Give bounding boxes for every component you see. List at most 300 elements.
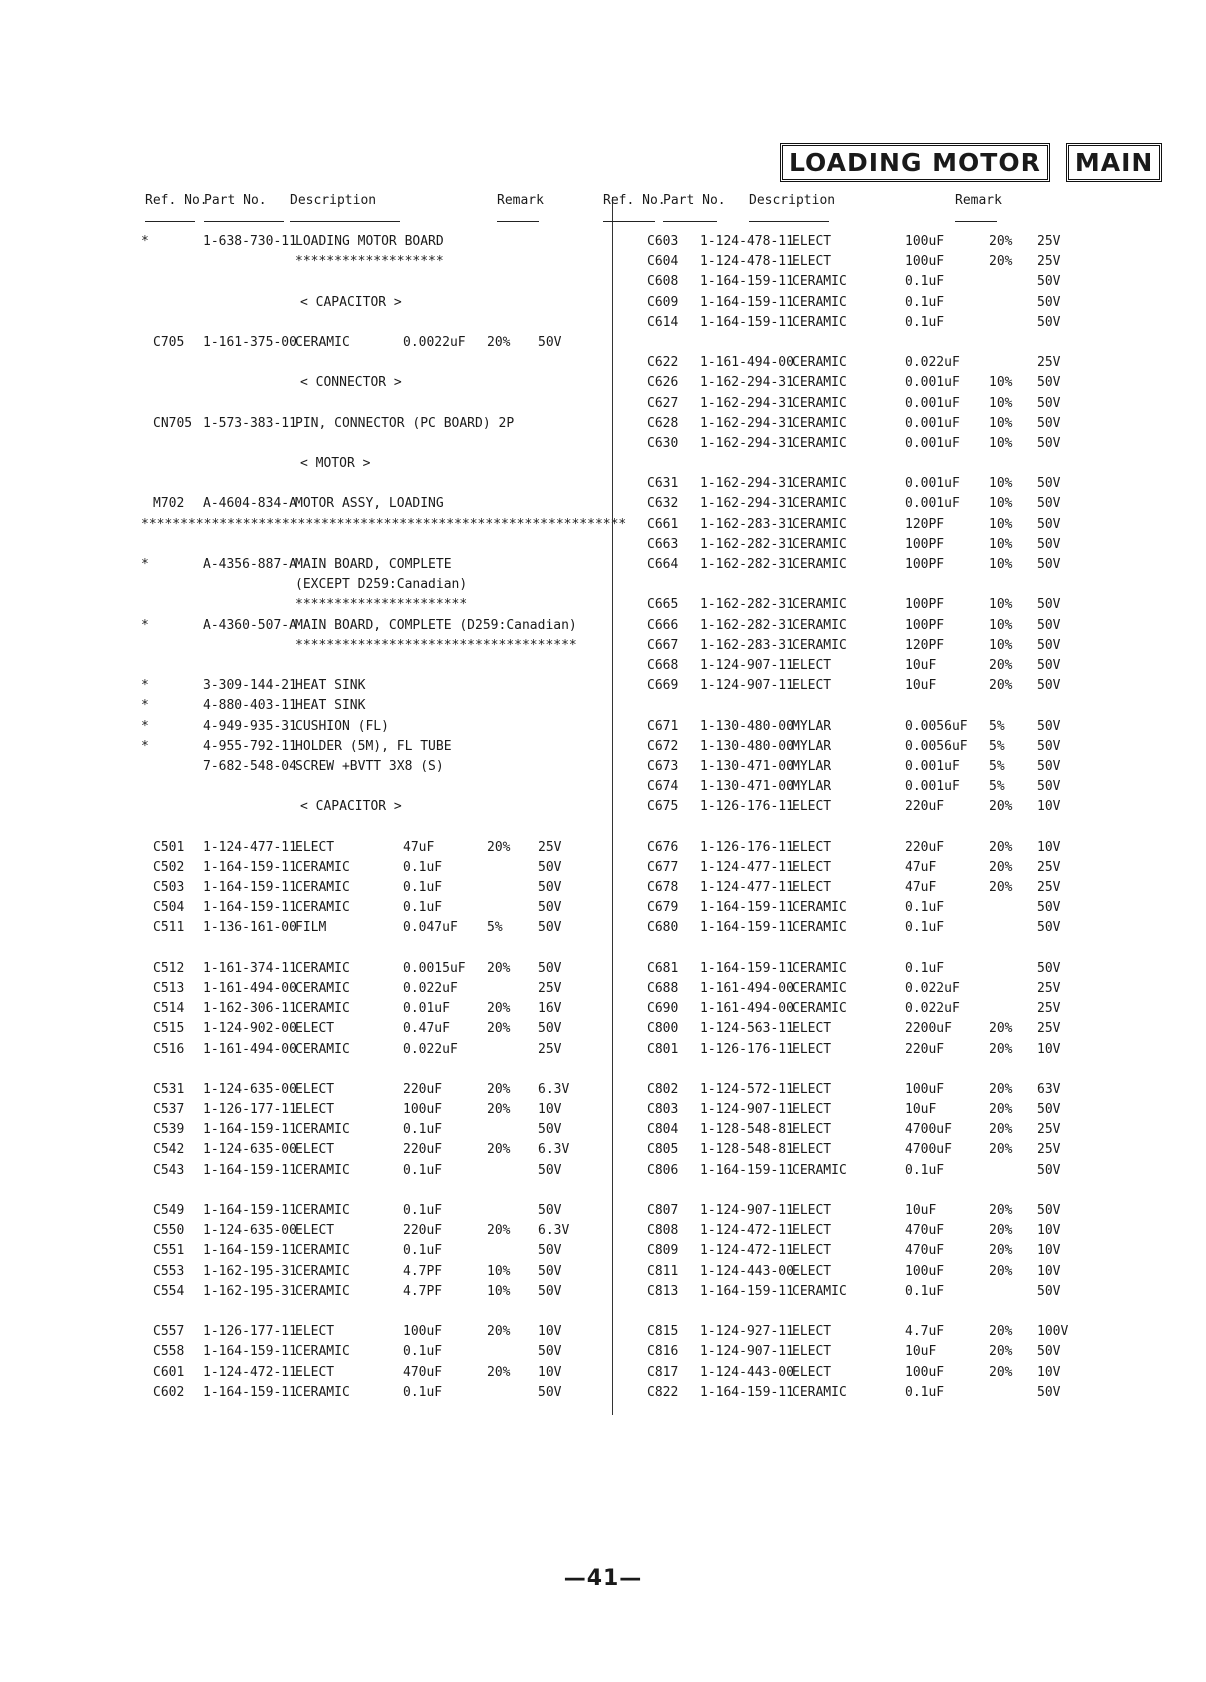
header-underline [749,221,829,222]
tolerance: 20% [487,1021,511,1037]
table-row [145,595,585,615]
ref-no: C512 [153,960,185,976]
value: 100PF [905,617,945,633]
description: HOLDER (5M), FL TUBE [295,738,452,754]
value: 0.1uF [403,859,443,875]
ref-no: C608 [647,274,679,290]
tolerance: 10% [989,617,1013,633]
part-no: 1-126-177-11 [203,1102,297,1118]
voltage: 10V [1037,1243,1061,1259]
description: ELECT [295,1364,335,1380]
table-row [145,414,585,434]
voltage: 50V [538,1344,562,1360]
tolerance: 20% [487,1142,511,1158]
spacer-row [637,1302,1077,1322]
parts-list-right-column [603,193,1077,1403]
description: CERAMIC [792,557,847,572]
voltage: 50V [1037,375,1061,391]
table-row [637,656,1077,676]
description: CERAMIC [295,900,350,916]
value: 0.01uF [403,1001,450,1017]
parts-rows [141,232,627,1403]
part-no: 1-124-635-00 [203,1142,297,1158]
description: CERAMIC [295,1122,350,1138]
section-heading-row [145,373,585,393]
voltage: 50V [1037,1162,1061,1178]
tolerance: 20% [989,1081,1013,1097]
description: CERAMIC [792,516,847,532]
part-no: 1-124-563-11 [700,1021,794,1037]
new-part-mark: * [141,617,149,633]
ref-no: C672 [647,738,679,754]
description: ELECT [792,1324,832,1340]
value: 0.022uF [905,1001,960,1017]
description: ELECT [295,1102,335,1118]
description: CERAMIC [792,314,847,330]
spacer-row [145,1181,585,1201]
ref-no: C554 [153,1283,185,1299]
ref-no: C614 [647,314,679,330]
part-no: 1-161-375-00 [203,334,297,350]
section-heading: < CONNECTOR > [300,375,402,391]
part-no: 1-161-494-00 [700,980,794,996]
part-no: 1-162-306-11 [203,1001,297,1017]
part-no: 1-162-195-31 [203,1263,297,1279]
voltage: 50V [1037,1203,1061,1218]
table-row [145,979,585,999]
voltage: 50V [1037,415,1061,431]
table-row [145,898,585,918]
description: FILM [295,920,327,936]
tolerance: 10% [989,516,1013,532]
ref-no: C501 [153,839,185,855]
description: CERAMIC [792,395,847,411]
table-row [637,1342,1077,1362]
ref-no: C516 [153,1041,185,1057]
value: 220uF [905,799,945,815]
value: 100PF [905,557,945,572]
ref-no: C663 [647,536,679,552]
ref-no: C805 [647,1142,679,1158]
description: CERAMIC [792,1162,847,1178]
tolerance: 10% [989,435,1013,451]
section-heading-row [145,797,585,817]
voltage: 50V [1037,536,1061,552]
spacer-row [637,939,1077,959]
voltage: 50V [538,900,562,916]
spacer-row [637,1060,1077,1080]
ref-no: C668 [647,657,679,673]
part-no: 1-161-494-00 [700,355,794,371]
table-row [637,1140,1077,1160]
description: (EXCEPT D259:Canadian) [295,577,468,593]
table-row [637,676,1077,696]
voltage: 10V [1037,1041,1061,1057]
tolerance: 20% [487,1001,511,1017]
description: ELECT [792,234,832,249]
value: 0.1uF [403,1162,443,1178]
tolerance: 20% [989,839,1013,855]
table-row [637,394,1077,414]
part-no: A-4356-887-A [203,557,297,572]
table-row [637,1201,1077,1221]
description: ************************************ [295,637,577,653]
description: MOTOR ASSY, LOADING [295,496,444,512]
description: CERAMIC [792,980,847,996]
tolerance: 10% [989,597,1013,613]
part-no: A-4604-834-A [203,496,297,512]
table-row [637,1383,1077,1403]
part-no: 1-164-159-11 [700,960,794,976]
table-row [637,595,1077,615]
voltage: 25V [1037,1001,1061,1017]
ref-no: C626 [647,375,679,391]
ref-no: C515 [153,1021,185,1037]
table-row [145,1120,585,1140]
ref-no: C604 [647,254,679,270]
ref-no: C603 [647,234,679,249]
new-part-mark: * [141,234,149,249]
ref-no: C677 [647,859,679,875]
new-part-mark: * [141,698,149,714]
description: CERAMIC [792,435,847,451]
table-row [141,696,585,716]
voltage: 50V [1037,476,1061,492]
table-row [145,1140,585,1160]
description: ELECT [792,1203,832,1218]
table-row [145,1322,585,1342]
value: 0.047uF [403,920,458,936]
value: 0.001uF [905,758,960,774]
voltage: 10V [538,1364,562,1380]
tolerance: 20% [487,1324,511,1340]
value: 220uF [905,839,945,855]
table-row [637,555,1077,575]
part-no: 1-162-283-31 [700,516,794,532]
tolerance: 10% [487,1263,511,1279]
value: 0.001uF [905,435,960,451]
part-no: 1-124-478-11 [700,254,794,270]
description: ELECT [295,1142,335,1158]
part-no: 1-162-282-31 [700,536,794,552]
description: ELECT [792,1122,832,1138]
part-no: 1-162-283-31 [700,637,794,653]
ref-no: C601 [153,1364,185,1380]
header-part-no: Part No. [663,193,726,208]
description: HEAT SINK [295,698,366,714]
description: ELECT [792,1263,832,1279]
description: CERAMIC [792,355,847,371]
section-heading: < CAPACITOR > [300,294,402,310]
voltage: 25V [1037,859,1061,875]
part-no: 1-124-635-00 [203,1223,297,1239]
part-no: 1-124-907-11 [700,1102,794,1118]
spacer-row [145,656,585,676]
table-row [145,636,585,656]
voltage: 10V [1037,1223,1061,1239]
tolerance: 20% [989,254,1013,270]
description: CERAMIC [792,496,847,512]
part-no: A-4360-507-A [203,617,297,633]
ref-no: C808 [647,1223,679,1239]
ref-no: C539 [153,1122,185,1138]
tolerance: 10% [989,496,1013,512]
ref-no: C551 [153,1243,185,1259]
part-no: 1-164-159-11 [700,900,794,916]
table-row [637,777,1077,797]
value: 100uF [905,234,945,249]
value: 0.1uF [403,1122,443,1138]
spacer-row [637,333,1077,353]
value: 470uF [905,1223,945,1239]
table-row [141,616,585,636]
header-underline [290,221,400,222]
new-part-mark: * [141,718,149,734]
part-no: 1-124-907-11 [700,678,794,694]
header-ref-no: Ref. No. [603,193,666,208]
tolerance: 10% [989,476,1013,492]
description: MYLAR [792,779,832,795]
table-row [637,434,1077,454]
value: 100uF [905,1263,945,1279]
description: CERAMIC [295,1243,350,1259]
voltage: 50V [1037,557,1061,572]
tolerance: 10% [989,395,1013,411]
part-no: 1-164-159-11 [203,1122,297,1138]
description: CERAMIC [792,274,847,290]
description: CERAMIC [295,1263,350,1279]
tolerance: 20% [989,1122,1013,1138]
table-row [145,252,585,272]
description: CERAMIC [295,859,350,875]
spacer-row [145,1060,585,1080]
ref-no: C557 [153,1324,185,1340]
voltage: 100V [1037,1324,1069,1340]
table-row [145,494,585,514]
section-heading: < MOTOR > [300,456,371,472]
value: 4.7uF [905,1324,945,1340]
header-description: Description [290,193,377,208]
ref-no: C542 [153,1142,185,1158]
ref-no: C661 [647,516,679,532]
ref-no: C676 [647,839,679,855]
part-no: 1-164-159-11 [203,900,297,916]
ref-no: C632 [647,496,679,512]
ref-no: C622 [647,355,679,371]
voltage: 25V [1037,254,1061,270]
part-no: 1-162-294-31 [700,415,794,431]
tolerance: 10% [989,637,1013,653]
table-row [637,1241,1077,1261]
value: 100PF [905,597,945,613]
table-row [145,757,585,777]
table-row [145,858,585,878]
value: 10uF [905,1344,937,1360]
tolerance: 20% [487,1102,511,1118]
header-description: Description [749,193,836,208]
voltage: 6.3V [538,1142,570,1158]
ref-no: C671 [647,718,679,734]
value: 0.001uF [905,415,960,431]
asterisk-separator: ************************************************************** [141,516,627,532]
voltage: 25V [1037,234,1061,249]
spacer-row [145,434,585,454]
table-row [637,858,1077,878]
description: CUSHION (FL) [295,718,389,734]
description: CERAMIC [295,1041,350,1057]
description: CERAMIC [295,960,350,976]
part-no: 1-573-383-11 [203,415,297,431]
value: 0.1uF [905,920,945,936]
ref-no: C807 [647,1203,679,1218]
part-no: 1-124-477-11 [700,859,794,875]
ref-no: C680 [647,920,679,936]
separator-row [141,515,627,535]
tolerance: 20% [989,1041,1013,1057]
spacer-row [637,454,1077,474]
description: ELECT [792,678,832,694]
ref-no: C679 [647,900,679,916]
part-no: 1-124-907-11 [700,657,794,673]
part-no: 1-161-374-11 [203,960,297,976]
description: CERAMIC [295,334,350,350]
value: 0.001uF [905,375,960,391]
value: 0.022uF [905,355,960,371]
table-row [637,494,1077,514]
table-row [637,414,1077,434]
new-part-mark: * [141,738,149,754]
description: CERAMIC [295,1001,350,1017]
ref-no: C667 [647,637,679,653]
ref-no: C511 [153,920,185,936]
voltage: 50V [1037,637,1061,653]
voltage: 63V [1037,1081,1061,1097]
value: 220uF [403,1142,443,1158]
ref-no: C674 [647,779,679,795]
spacer-row [145,313,585,333]
part-no: 1-124-907-11 [700,1203,794,1218]
table-row [145,1262,585,1282]
ref-no: C690 [647,1001,679,1017]
value: 0.022uF [403,1041,458,1057]
part-no: 1-126-176-11 [700,839,794,855]
description: CERAMIC [792,294,847,310]
ref-no: C664 [647,557,679,572]
table-row [637,878,1077,898]
part-no: 1-130-480-00 [700,738,794,754]
part-no: 1-162-195-31 [203,1283,297,1299]
table-row [141,232,585,252]
table-row [141,555,585,575]
column-header [145,193,585,217]
ref-no: C627 [647,395,679,411]
voltage: 50V [1037,274,1061,290]
description: MYLAR [792,738,832,754]
table-row [145,1221,585,1241]
ref-no: C688 [647,980,679,996]
table-row [145,1282,585,1302]
part-no: 1-162-282-31 [700,617,794,633]
tolerance: 20% [989,1223,1013,1239]
table-row [637,838,1077,858]
part-no: 4-880-403-11 [203,698,297,714]
table-row [145,959,585,979]
part-no: 1-162-282-31 [700,597,794,613]
spacer-row [145,272,585,292]
ref-no: C813 [647,1283,679,1299]
part-no: 1-124-472-11 [700,1223,794,1239]
description: ELECT [792,1364,832,1380]
description: CERAMIC [792,1001,847,1017]
description: ELECT [792,1243,832,1259]
spacer-row [145,394,585,414]
description: PIN, CONNECTOR (PC BOARD) 2P [295,415,515,431]
part-no: 1-638-730-11 [203,234,297,249]
part-no: 3-309-144-21 [203,678,297,694]
ref-no: C665 [647,597,679,613]
part-no: 1-164-159-11 [203,1203,297,1218]
tolerance: 10% [989,557,1013,572]
voltage: 25V [1037,1142,1061,1158]
part-no: 1-162-294-31 [700,496,794,512]
tolerance: 20% [487,334,511,350]
part-no: 1-126-176-11 [700,1041,794,1057]
section-tag-loading-motor: LOADING MOTOR [780,143,1050,182]
header-part-no: Part No. [204,193,267,208]
voltage: 50V [1037,597,1061,613]
part-no: 1-128-548-81 [700,1142,794,1158]
value: 0.1uF [905,294,945,310]
description: ELECT [295,1081,335,1097]
value: 0.0056uF [905,718,968,734]
spacer-row [145,1302,585,1322]
value: 4.7PF [403,1263,443,1279]
voltage: 10V [1037,799,1061,815]
value: 10uF [905,657,937,673]
tolerance: 10% [989,415,1013,431]
part-no: 1-164-159-11 [203,1162,297,1178]
voltage: 50V [1037,435,1061,451]
value: 2200uF [905,1021,952,1037]
voltage: 25V [538,980,562,996]
voltage: 50V [1037,758,1061,774]
table-row [145,999,585,1019]
ref-no: C513 [153,980,185,996]
tolerance: 5% [989,758,1005,774]
table-row [637,313,1077,333]
ref-no: C553 [153,1263,185,1279]
voltage: 50V [538,1263,562,1279]
table-row [637,252,1077,272]
value: 0.1uF [905,900,945,916]
spacer-row [145,474,585,494]
value: 0.0015uF [403,960,466,976]
section-heading: < CAPACITOR > [300,799,402,815]
description: CERAMIC [792,960,847,976]
description: ******************* [295,254,444,270]
table-row [145,838,585,858]
voltage: 50V [1037,738,1061,754]
tolerance: 20% [487,1364,511,1380]
description: MAIN BOARD, COMPLETE [295,557,452,572]
voltage: 50V [1037,779,1061,795]
table-row [637,474,1077,494]
description: CERAMIC [792,597,847,613]
voltage: 50V [1037,678,1061,694]
description: CERAMIC [295,1203,350,1218]
ref-no: C549 [153,1203,185,1218]
value: 0.0022uF [403,334,466,350]
